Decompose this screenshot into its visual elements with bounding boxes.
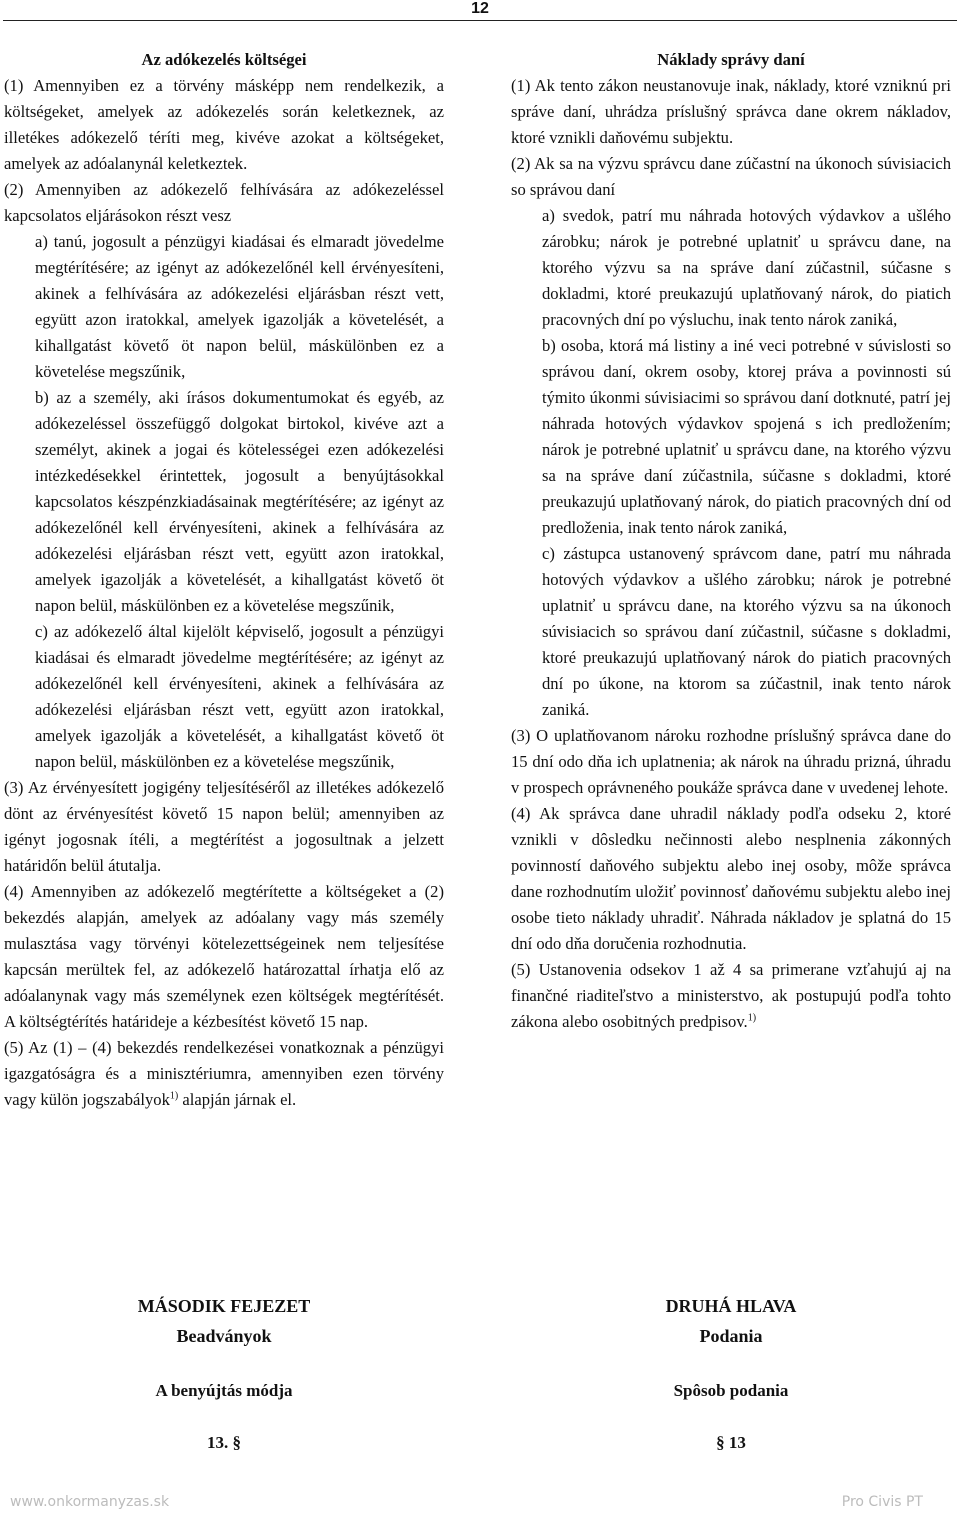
right-subsection-title: Spôsob podania xyxy=(673,1381,789,1400)
right-item-a: a) svedok, patrí mu náhrada hotových výdavkov a ušlého zárobku; nárok je potrebné uplatniť u správcu dane, na ktorého výzvu sa na správe daní zúčastnil, súčasne s dokladmi, ktoré preukazujú uplatňovaný nárok, do piatich pracovných dní po výsluchu, inak tento nárok zaniká, xyxy=(542,206,951,329)
left-paragraph-5-text: (5) Az (1) – (4) bekezdés rendelkezései vonatkoznak a pénzügyi igazgatóságra és a minisztériumra, amennyiben ezen törvény vagy külön jogszabályok xyxy=(4,1038,444,1109)
right-chapter-title: Podania xyxy=(699,1326,763,1346)
left-column xyxy=(4,47,444,1113)
right-paragraph-4: (4) Ak správca dane uhradil náklady podľa odseku 2, ktoré vznikli v dôsledku nečinnosti alebo nesplnenia zákonných povinností daňového subjektu alebo inej osoby, môže správca dane rozhodnutím uložiť povinnosť daňovému subjektu alebo inej osobe tieto náklady uhradiť. Náhrada nákladov je splatná do 15 dní odo dňa doručenia rozhodnutia. xyxy=(511,804,951,953)
left-section-number: 13. § xyxy=(207,1433,241,1452)
left-item-b: b) az a személy, aki írásos dokumentumokat és egyéb, az adókezeléssel összefüggő dolgokat birtokol, kivéve azt a személyt, akinek a jogai és kötelességei ezen adókezelési intézkedésekkel érintettek, jogosult a benyújtásokkal kapcsolatos készpénzkiadásainak megtérítésére; az igényt az adókezelőnél kell érvényesíteni, akinek a felhívására az adókezelési eljárásban részt vett, együtt azon iratokkal, amelyek igazolják a követelését, a kihallgatást követő öt napon belül, máskülönben ez a követelése megszűnik, xyxy=(35,388,444,615)
left-footnote-ref: 1) xyxy=(169,1090,179,1102)
left-paragraph-1: (1) Amennyiben ez a törvény másképp nem rendelkezik, a költségeket, amelyek az adókezelés során keletkeznek, az illetékes adókezelő téríti meg, kivéve azokat a költségeket, amelyek az adóalanynál keletkeztek. xyxy=(4,76,444,173)
right-section-title: Náklady správy daní xyxy=(657,50,805,69)
left-subsection-title: A benyújtás módja xyxy=(155,1381,293,1400)
header-rule xyxy=(3,20,957,21)
right-paragraph-5-text: (5) Ustanovenia odsekov 1 až 4 sa primerane vzťahujú aj na finančné riaditeľstvo a ministerstvo, ak postupujú podľa tohto zákona alebo osobitných predpisov. xyxy=(511,960,951,1031)
left-paragraph-5-tail: alapján járnak el. xyxy=(178,1090,297,1109)
page-number: 12 xyxy=(471,0,489,17)
right-paragraph-3: (3) O uplatňovanom nároku rozhodne príslušný správca dane do 15 dní odo dňa ich uplatnenia; ak nárok na úhradu prizná, úhradu v prospech oprávneného poukáže správca dane v uvedenej lehote. xyxy=(511,726,951,797)
right-column xyxy=(511,47,951,1035)
left-item-c: c) az adókezelő által kijelölt képviselő, jogosult a pénzügyi kiadásai és elmaradt jövedelme megtérítésére; az igényt az adókezelőnél kell érvényesíteni, akinek a felhívására az adókezelési eljárásban részt vett, együtt azon iratokkal, amelyek igazolják a követelését, a kihallgatást követő öt napon belül, máskülönben ez a követelése megszűnik, xyxy=(35,622,444,771)
footer-publisher: Pro Civis PT xyxy=(841,1494,923,1510)
right-paragraph-1: (1) Ak tento zákon neustanovuje inak, náklady, ktoré vzniknú pri správe daní, uhrádza príslušný správca dane okrem nákladov, ktoré vznikli daňovému subjektu. xyxy=(511,76,951,147)
footer-website: www.onkormanyzas.sk xyxy=(10,1494,170,1510)
left-section-title: Az adókezelés költségei xyxy=(141,50,307,69)
right-item-b: b) osoba, ktorá má listiny a iné veci potrebné v súvislosti so správou daní, okrem osoby, ktorej práva a povinnosti sú týmito úkonmi súvisiacimi so správou daní dotknuté, patrí jej náhrada hotových výdavkov spojená s ich predložením; nárok je potrebné uplatniť u správcu dane, na ktorého výzvu sa na správe daní zúčastnila, súčasne s dokladmi, ktoré preukazujú uplatňovaný nárok, do piatich pracovných dní od predloženia, inak tento nárok zaniká, xyxy=(542,336,951,537)
left-chapter-heading: MÁSODIK FEJEZET xyxy=(137,1296,311,1316)
right-paragraph-5 xyxy=(511,957,951,1035)
right-section-number: § 13 xyxy=(716,1433,746,1452)
left-paragraph-3: (3) Az érvényesített jogigény teljesítéséről az illetékes adókezelő dönt az érvényesítést követő 15 napon belül; amennyiben az igényt jogosnak ítéli, a megtérítést a jogosultnak a jelzett határidőn belül átutalja. xyxy=(4,778,444,875)
right-paragraph-2: (2) Ak sa na výzvu správcu dane zúčastní na úkonoch súvisiacich so správou daní xyxy=(511,154,951,199)
left-item-a: a) tanú, jogosult a pénzügyi kiadásai és elmaradt jövedelme megtérítésére; az igényt az adókezelőnél kell érvényesíteni, akinek a felhívására az adókezelési eljárásban részt vett, együtt azon iratokkal, amelyek igazolják a követelését, a kihallgatást követő öt napon belül, máskülönben ez a követelése megszűnik, xyxy=(35,232,444,381)
right-item-c: c) zástupca ustanovený správcom dane, patrí mu náhrada hotových výdavkov a ušlého zárobku; nárok je potrebné uplatniť u správcu dane, na ktorého výzvu sa na úkonoch súvisiacich so správou daní zúčastnil, súčasne s dokladmi, ktoré preukazujú uplatňovaný nárok do piatich pracovných dní po úkone, na ktorom sa zúčastnil, inak tento nárok zaniká. xyxy=(542,544,951,719)
left-chapter-title: Beadványok xyxy=(176,1326,272,1346)
right-chapter-heading: DRUHÁ HLAVA xyxy=(665,1296,797,1316)
left-paragraph-4: (4) Amennyiben az adókezelő megtérítette a költségeket a (2) bekezdés alapján, amelyek az adóalany vagy más személy mulasztása vagy törvényi kötelezettségeinek nem teljesítése kapcsán merültek fel, az adókezelő határozattal írhatja elő az adóalanynak vagy más személynek ezen költségek megtérítését. A költségtérítés határideje a kézbesítést követő 15 nap. xyxy=(4,882,444,1031)
left-paragraph-5 xyxy=(4,1035,444,1113)
right-footnote-ref: 1) xyxy=(747,1012,757,1024)
left-paragraph-2: (2) Amennyiben az adókezelő felhívására az adókezeléssel kapcsolatos eljárásokon részt vesz xyxy=(4,180,444,225)
